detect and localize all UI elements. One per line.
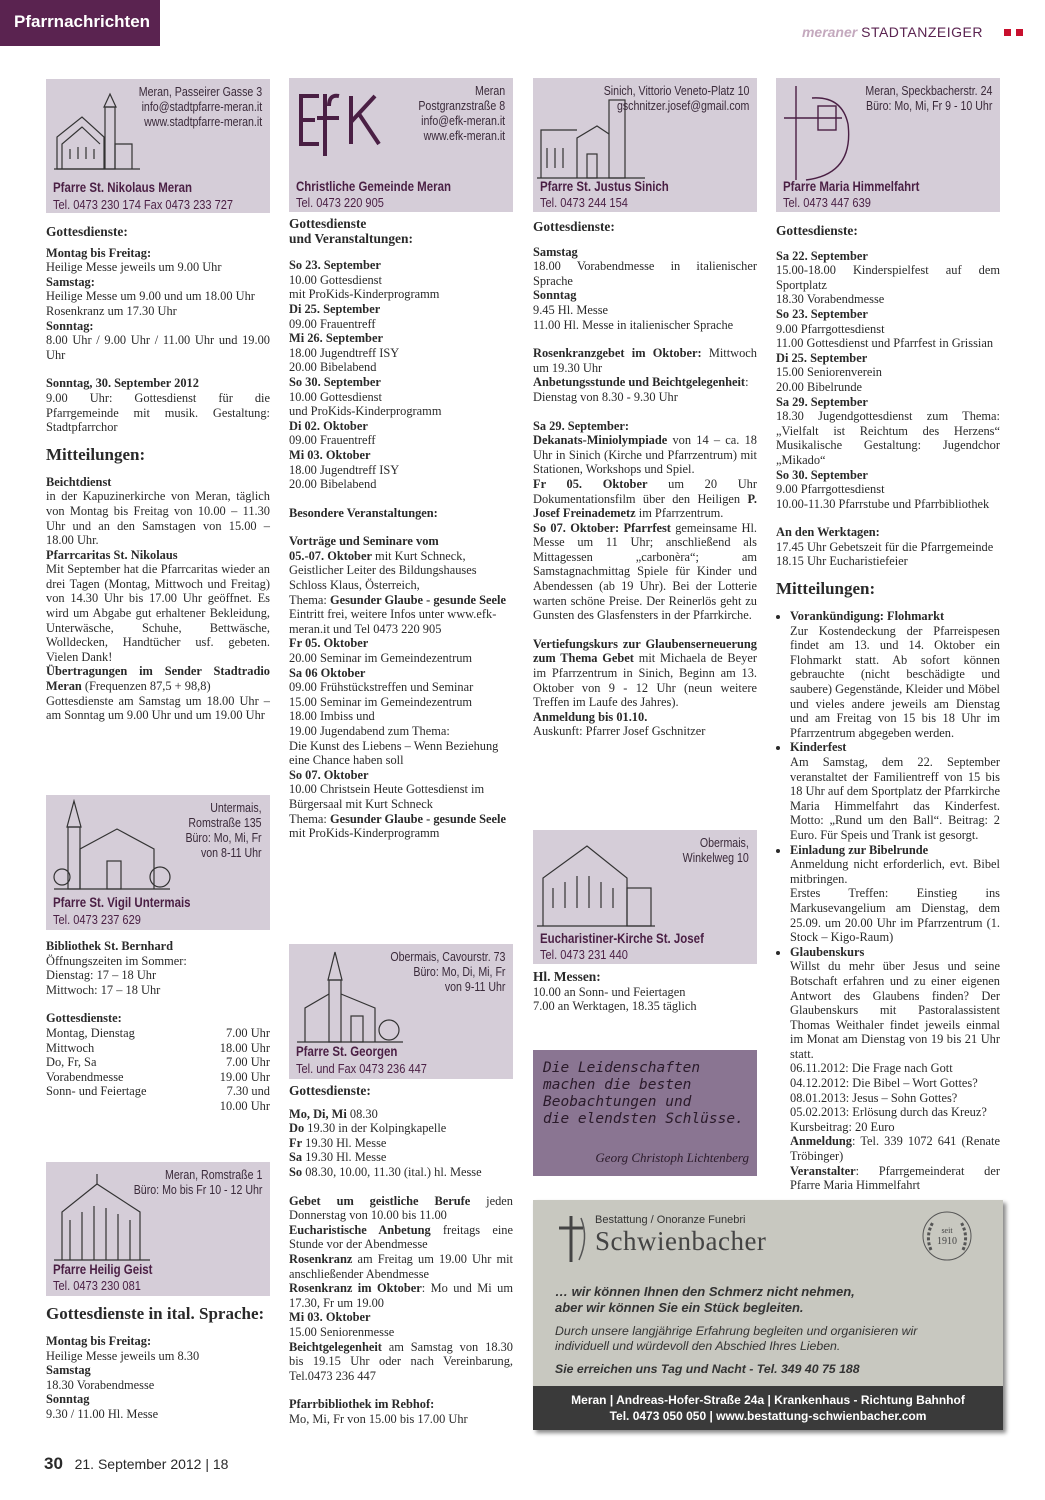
parish-title: Pfarre Maria Himmelfahrt: [783, 179, 920, 194]
cross-icon: [551, 1214, 591, 1264]
quote-author: Georg Christoph Lichtenberg: [595, 1150, 749, 1165]
section-tab: [0, 0, 160, 46]
page-number: 30: [44, 1454, 63, 1473]
parish-title: Pfarre Heilig Geist: [53, 1262, 153, 1277]
parish-box-heilig-geist: [46, 1162, 270, 1296]
ad-phone-line: Sie erreichen uns Tag und Nacht - Tel. 349 40 75 188: [555, 1362, 860, 1376]
section-title: Pfarrnachrichten: [14, 12, 151, 31]
page-footer: [44, 1454, 228, 1474]
parish-phone: Tel. 0473 447 639: [783, 195, 871, 210]
ad-contact-bar: Meran | Andreas-Hofer-Straße 24a | Krankenhaus - Richtung Bahnhof Tel. 0473 050 050 | www.bestattung-schwienbacher.com: [533, 1386, 1003, 1430]
parish-address: Obermais, Winkelweg 10: [682, 836, 749, 865]
parish-address: Meran, Passeirer Gasse 3 info@stadtpfarre-meran.it www.stadtpfarre-meran.it: [138, 85, 262, 129]
church-icon: [537, 838, 657, 930]
parish-phone: Tel. 0473 244 154: [540, 195, 628, 210]
parish-box-eucharistiner: [533, 830, 757, 964]
masthead-square: [1004, 29, 1011, 36]
column-2-text-b: Gottesdienste: Mo, Di, Mi 08.30 Do 19.30 in der Kolpingkapelle Fr 19.30 Hl. Messe Sa 19.30 Hl. Messe So 08.30, 10.00, 11.30 (ital.) hl. Messe Gebet um geistliche Berufe jeden Donnerstag von 10.00 bis 11.00 Eucharistische Anbetung freitags eine Stunde vor der Abendmesse Rosenkranz am Freitag um 19.00 Uhr mit anschließender Abendmesse Rosenkranz im Oktober: Mo und Mi um 17.30, Fr um 19.00 Mi 03. Oktober 15.00 Seniorenmesse Beichtgelegenheit am Samstag von 18.30 bis 19.15 Uhr oder nach Vereinbarung, Tel.0473 236 447 Pfarrbibliothek im Rebhof: Mo, Mi, Fr von 15.00 bis 17.00 Uhr: [289, 1083, 513, 1426]
column-1-text-b: Bibliothek St. Bernhard Öffnungszeiten im Sommer: Dienstag: 17 – 18 Uhr Mittwoch: 17 – 18 Uhr Gottesdienste: Montag, Dienstag 7.00 Uhr Mittwoch 18.00 Uhr Do, Fr, Sa 7.00 Uhr Vorabendmesse 19.00 Uhr Sonn- und Feiertage 7.30 und 10.00 Uhr: [46, 939, 270, 1113]
parish-address: Meran, Speckbacherstr. 24 Büro: Mo, Mi, Fr 9 - 10 Uhr: [865, 84, 992, 113]
funeral-ad: [533, 1200, 1003, 1430]
parish-title: Eucharistiner-Kirche St. Josef: [540, 931, 704, 946]
brand-meraner: meraner: [801, 24, 858, 40]
cross-logo-icon: [782, 84, 862, 184]
parish-phone: Tel. 0473 237 629: [53, 912, 141, 927]
parish-box-justus: [533, 78, 757, 212]
parish-address: Meran, Romstraße 1 Büro: Mo bis Fr 10 - 12 Uhr: [133, 1168, 262, 1197]
parish-title: Christliche Gemeinde Meran: [296, 179, 451, 194]
parish-phone: Tel. 0473 231 440: [540, 947, 628, 962]
parish-title: Pfarre St. Georgen: [296, 1044, 398, 1059]
column-1-text: Gottesdienste: Montag bis Freitag: Heilige Messe jeweils um 9.00 Uhr Samstag: Heilige Messe um 9.00 und um 18.00 Uhr Rosenkranz um 17.30 Uhr Sonntag: 8.00 Uhr / 9.00 Uhr / 11.00 Uhr und 19.00 Uhr Sonntag, 30. September 2012 9.00 Uhr: Gottesdienst für die Pfarrgemeinde mit musik. Gestaltung: Stadtpfarrchor Mitteilungen: Beichtdienst in der Kapuzinerkirche von Meran, täglich von Montag bis Freitag von 10.00 – 11.30 Uhr und an den Samstagen von 15.00 – 18.00 Uhr. Pfarrcaritas St. Nikolaus Mit September hat die Pfarrcaritas wieder an drei Tagen (Montag, Mittwoch und Freitag) von 14.30 Uhr bis 17.00 Uhr geöffnet. Es wird um Abgabe gut erhaltener Bekleidung, Unterwäsche, Schuhe, Bettwäsche, Wolldecken, Handtücher usf. gebeten. Vielen Dank! Übertragungen im Sender Stadtradio Meran (Frequenzen 87,5 + 98,8) Gottesdienste am Samstag um 18.00 Uhr – am Sonntag um 9.00 Uhr und um 19.00 Uhr: [46, 224, 270, 723]
parish-phone: Tel. 0473 220 905: [296, 195, 384, 210]
parish-address: Sinich, Vittorio Veneto-Platz 10 gschnitzer.josef@gmail.com: [603, 84, 749, 113]
parish-box-vigil: [46, 795, 270, 930]
masthead: [802, 24, 983, 40]
efk-logo-icon: [295, 88, 405, 158]
brand-stadtanzeiger: STADTANZEIGER: [861, 24, 983, 40]
parish-title: Pfarre St. Nikolaus Meran: [53, 180, 193, 195]
laurel-seal-icon: [921, 1210, 973, 1262]
parish-address: Obermais, Cavourstr. 73 Büro: Mo, Di, Mi, Fr von 9-11 Uhr: [389, 950, 505, 994]
parish-box-nikolaus: [46, 79, 270, 213]
parish-title: Pfarre St. Vigil Untermais: [53, 895, 191, 910]
ad-firm-subtitle: Bestattung / Onoranze Funebri: [595, 1214, 746, 1226]
parish-phone: Tel. 0473 230 174 Fax 0473 233 727: [53, 197, 234, 212]
column-3-text: Gottesdienste: Samstag 18.00 Vorabendmesse in italienischer Sprache Sonntag 9.45 Hl. Messe 11.00 Hl. Messe in italienischer Sprache Rosenkranzgebet im Oktober: Mittwoch um 19.30 Uhr Anbetungsstunde und Beichtgelegenheit: Dienstag von 8.30 - 9.30 Uhr Sa 29. September: Dekanats-Miniolympiade von 14 – ca. 18 Uhr in Sinich (Kirche und Pfarrzentrum) mit Stationen, Workshops und Spiel. Fr 05. Oktober um 20 Uhr Dokumentationsfilm über den Heiligen P. Josef Freinademetz im Pfarrzentrum. So 07. Oktober: Pfarrfest gemeinsame Hl. Messe um 11 Uhr; anschließend als Mittagessen „carbonèra“; am Samstagnachmittag Spiele für Kinder und Abendessen (ab 19 Uhr). Bei der Lotterie warten schöne Preise. Der Reinerlös geht zu Gunsten des Glasfensters in der Pfarrkirche. Vertiefungskurs zur Glaubenserneuerung zum Thema Gebet mit Michaela de Beyer im Pfarrzentrum in Sinich, Beginn am 13. Oktober von 9 - 12 Uhr (neun weitere Treffen im Laufe des Jahres). Anmeldung bis 01.10. Auskunft: Pfarrer Josef Gschnitzer: [533, 219, 758, 739]
column-1-text-c: Gottesdienste in ital. Sprache: Montag bis Freitag: Heilige Messe jeweils um 8.30 Samstag 18.30 Vorabendmesse Sonntag 9.30 / 11.00 Hl. Messe: [46, 1304, 265, 1421]
parish-box-efk: [289, 78, 513, 212]
parish-title: Pfarre St. Justus Sinich: [540, 179, 669, 194]
parish-phone: Tel. und Fax 0473 236 447: [296, 1061, 427, 1076]
church-icon: [52, 799, 172, 899]
parish-box-himmelfahrt: [776, 78, 1000, 212]
masthead-square: [1016, 29, 1023, 36]
seal-text-seit: seit: [941, 1226, 953, 1235]
parish-address: Untermais, Romstraße 135 Büro: Mo, Mi, Fr von 8-11 Uhr: [185, 801, 262, 860]
parish-box-georgen: [289, 944, 513, 1079]
ad-description: Durch unsere langjährige Erfahrung begleiten und organisieren wir individuell und würdevoll den Abschied Ihres Lieben.: [555, 1324, 918, 1353]
parish-address: Meran Postgranzstraße 8 info@efk-meran.it www.efk-meran.it: [418, 84, 505, 143]
church-icon: [52, 89, 142, 179]
column-3-text-b: Hl. Messen: 10.00 an Sonn- und Feiertagen 7.00 an Werktagen, 18.35 täglich: [533, 969, 697, 1014]
church-icon: [295, 950, 405, 1050]
quote-text: Die Leidenschaften machen die besten Beobachtungen und die elendsten Schlüsse.: [543, 1060, 744, 1127]
issue-date: 21. September 2012 | 18: [74, 1456, 229, 1472]
quote-box: [533, 1050, 757, 1176]
seal-text-year: 1910: [937, 1236, 957, 1247]
column-2-text: Gottesdienste und Veranstaltungen: So 23. September 10.00 Gottesdienst mit ProKids-Kinderprogramm Di 25. September 09.00 Frauentreff Mi 26. September 18.00 Jugendtreff ISY 20.00 Bibelabend So 30. September 10.00 Gottesdienst und ProKids-Kinderprogramm Di 02. Oktober 09.00 Frauentreff Mi 03. Oktober 18.00 Jugendtreff ISY 20.00 Bibelabend Besondere Veranstaltungen: Vorträge und Seminare vom 05.-07. Oktober mit Kurt Schneck, Geistlicher Leiter des Bildungshauses Schloss Klaus, Österreich, Thema: Gesunder Glaube - gesunde Seele Eintritt frei, weitere Infos unter www.efk-meran.it und Tel 0473 220 905 Fr 05. Oktober 20.00 Seminar im Gemeindezentrum Sa 06 Oktober 09.00 Frühstückstreffen und Seminar 15.00 Seminar im Gemeindezentrum 18.00 Imbiss und 19.00 Jugendabend zum Thema: Die Kunst des Liebens – Wenn Beziehung eine Chance haben soll So 07. Oktober 10.00 Christsein Heute Gottesdienst im Bürgersaal mit Kurt Schneck Thema: Gesunder Glaube - gesunde Seele mit ProKids-Kinderprogramm: [289, 216, 506, 841]
parish-phone: Tel. 0473 230 081: [53, 1278, 141, 1293]
column-4-text: Gottesdienste: Sa 22. September 15.00-18.00 Kinderspielfest auf dem Sportplatz 18.30 Vorabendmesse So 23. September 9.00 Pfarrgottesdienst 11.00 Gottesdienst und Pfarrfest in Grissian Di 25. September 15.00 Seniorenverein 20.00 Bibelrunde Sa 29. September 18.30 Jugendgottesdienst zum Thema: „Vielfalt ist Reichtum des Herzens“ Musikalische Gestaltung: Jugendchor „Mikado“ So 30. September 9.00 Pfarrgottesdienst 10.00-11.30 Pfarrstube und Pfarrbibliothek An den Werktagen: 17.45 Uhr Gebetszeit für die Pfarrgemeinde 18.15 Uhr Eucharistiefeier Mitteilungen: • Vorankündigung: Flohmarkt Zur Kostendeckung der Pfarreispesen findet am 13. und 14. Oktober ein Flohmarkt statt. Ab sofort können gebrauchte (nicht beschädigte und saubere) Gegenstände, Kleider und Möbel und vieles andere jeweils am Dienstag und am Freitag von 15 bis 18 Uhr im Pfarrzentrum abgegeben werden. • Kinderfest Am Samstag, dem 22. September veranstaltet der Familientreff von 15 bis 18 Uhr auf dem Sportplatz der Pfarrkirche Maria Himmelfahrt das Kinderfest. Motto: „Rund um den Ball“. Beitrag: 2 Euro. Für Speis und Trank ist gesorgt. • Einladung zur Bibelrunde Anmeldung nicht erforderlich, evt. Bibel mitbringen. Erstes Treffen: Einstieg ins Markusevangelium am Dienstag, dem 25.09. um 20.00 Uhr im Pfarrzentrum (1. Stock – Kigo-Raum) • Glaubenskurs Willst du mehr über Jesus und seine Botschaft erfahren und zu einer eigenen Antwort des Glaubens finden? Der Glaubenskurs mit Pastoralassistent Thomas Weithaler findet jeweils einmal im Monat am Dienstag von 19 bis 21 Uhr statt. 06.11.2012: Die Frage nach Gott 04.12.2012: Die Bibel – Wort Gottes? 08.01.2013: Jesus – Sohn Gottes? 05.02.2013: Erlösung durch das Kreuz? Kursbeitrag: 20 Euro Anmeldung: Tel. 339 1072 641 (Renate Tröbinger) Veranstalter: Pfarrgemeinderat der Pfarre Maria Himmelfahrt: [776, 224, 1000, 1193]
ad-slogan: … wir können Ihnen den Schmerz nicht nehmen, aber wir können Sie ein Stück begleiten.: [555, 1284, 855, 1315]
ad-firm-name: Schwienbacher: [595, 1226, 767, 1256]
